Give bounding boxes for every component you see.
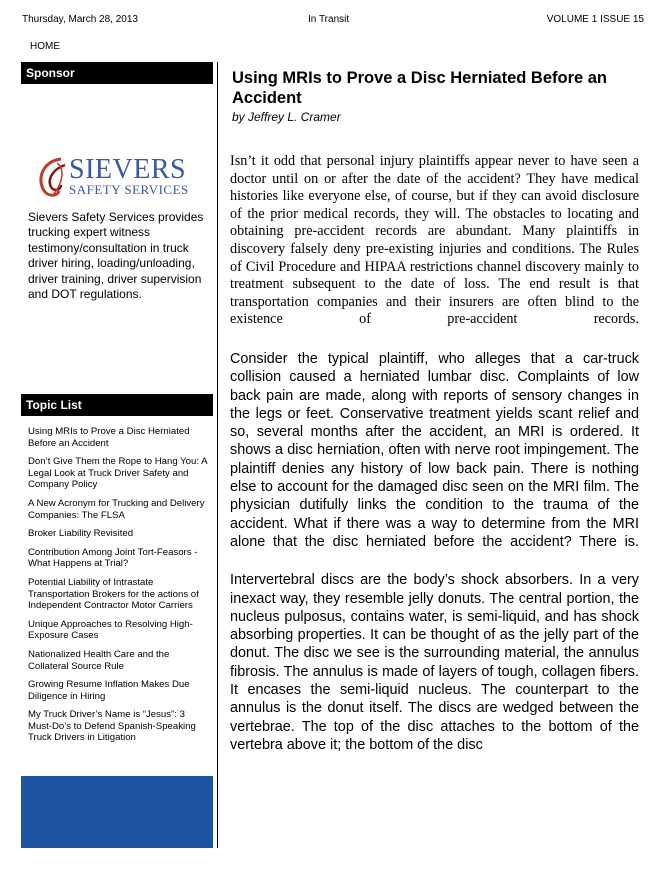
topic-link[interactable]: Using MRIs to Prove a Disc Herniated Before an Accident bbox=[28, 426, 190, 449]
topic-link[interactable]: Contribution Among Joint Tort-Feasors - What Happens at Trial? bbox=[28, 546, 198, 570]
logo-text-sievers: SIEVERS bbox=[69, 154, 187, 185]
sidebar-blue-panel bbox=[21, 776, 213, 848]
topic-link[interactable]: Growing Resume Inflation Makes Due Diligence in Hiring bbox=[28, 679, 190, 702]
swirl-logo-icon bbox=[35, 155, 69, 201]
article-paragraph: Isn’t it odd that personal injury plaintiffs appear never to have seen a doctor until on or after the date of the accident? They have medical histories like everyone else, of course, but if they can avoid disclosure of the prior medical records, they will. The obstacles to locating and obtaining pre-accident records are abundant. Many plaintiffs in discovery falsely deny pre-existing injuries and conditions. The Rules of Civil Procedure and HIPAA restrictions channel discovery mainly to treatment subsequent to the date of loss. The end result is that transportation companies and their insurers are often blind to the existence of pre-accident records. bbox=[230, 153, 639, 328]
article-body bbox=[230, 152, 639, 842]
topic-list-heading: Topic List bbox=[21, 394, 213, 416]
article-byline: by Jeffrey L. Cramer bbox=[232, 110, 341, 124]
topic-link[interactable]: Unique Approaches to Resolving High-Exposure Cases bbox=[28, 618, 193, 642]
sponsor-heading: Sponsor bbox=[21, 62, 213, 84]
top-bar bbox=[22, 14, 644, 28]
home-link[interactable]: HOME bbox=[30, 41, 60, 52]
article-paragraph: Consider the typical plaintiff, who alleges that a car-truck collision caused a herniated lumbar disc. Complaints of low back pain are made, along with reports of sensory changes in the legs or feet. Conservative treatment yields scant relief and so, several months after the accident, an MRI is ordered. It shows a disc herniation, often with nerve root impingement. The plaintiff denies any history of low back pain. There is nothing else to account for the damaged disc seen on the MRI film. The physician dutifully links the condition to the trauma of the accident. What if there was a way to determine from the MRI alone that the disc herniated before the accident? There is. bbox=[230, 350, 639, 550]
sponsor-description: Sievers Safety Services provides trucking expert witness testimony/consultation in truck driver hiring, loading/unloading, driver training, driver supervision and DOT regulations. bbox=[28, 210, 204, 302]
logo-text-safety-services: SAFETY SERVICES bbox=[69, 182, 189, 197]
publication-name: In Transit bbox=[308, 14, 350, 25]
topic-link[interactable]: Broker Liability Revisited bbox=[28, 528, 134, 540]
topic-link[interactable]: Don’t Give Them the Rope to Hang You: A Legal Look at Truck Driver Safety and Company Policy bbox=[28, 456, 208, 491]
topic-link[interactable]: Potential Liability of Intrastate Transportation Brokers for the actions of Independent Contractor Motor Carriers bbox=[28, 576, 199, 612]
article-paragraph: Intervertebral discs are the body’s shock absorbers. In a very inexact way, they resemble jelly donuts. The central portion, the nucleus pulposus, contains water, is semi-liquid, and has shock absorbing properties. It can be thought of as the jelly part of the donut. The disc we see is the surrounding material, the annulus fibrosis. The annulus is made of layers of tough, collagen fibers. It encases the semi-liquid nucleus. The counterpart to the annulus is the donut itself. The discs are wedged between the vertebrae. The top of the disc attaches to the bottom of the vertebra above it; the bottom of the disc bbox=[230, 572, 639, 753]
topic-link[interactable]: My Truck Driver’s Name is “Jesus”: 3 Must-Do’s to Defend Spanish-Speaking Truck Drivers in Litigation bbox=[28, 709, 196, 744]
sidebar bbox=[21, 62, 213, 848]
sponsor-logo[interactable] bbox=[35, 155, 215, 201]
topic-list bbox=[28, 426, 210, 751]
article-title: Using MRIs to Prove a Disc Herniated Before an Accident bbox=[232, 69, 608, 107]
volume-issue: VOLUME 1 ISSUE 15 bbox=[546, 14, 644, 25]
column-divider bbox=[217, 62, 218, 848]
issue-date: Thursday, March 28, 2013 bbox=[22, 14, 138, 25]
topic-link[interactable]: A New Acronym for Trucking and Delivery Companies: The FLSA bbox=[28, 497, 205, 521]
topic-link[interactable]: Nationalized Health Care and the Collateral Source Rule bbox=[28, 648, 170, 672]
